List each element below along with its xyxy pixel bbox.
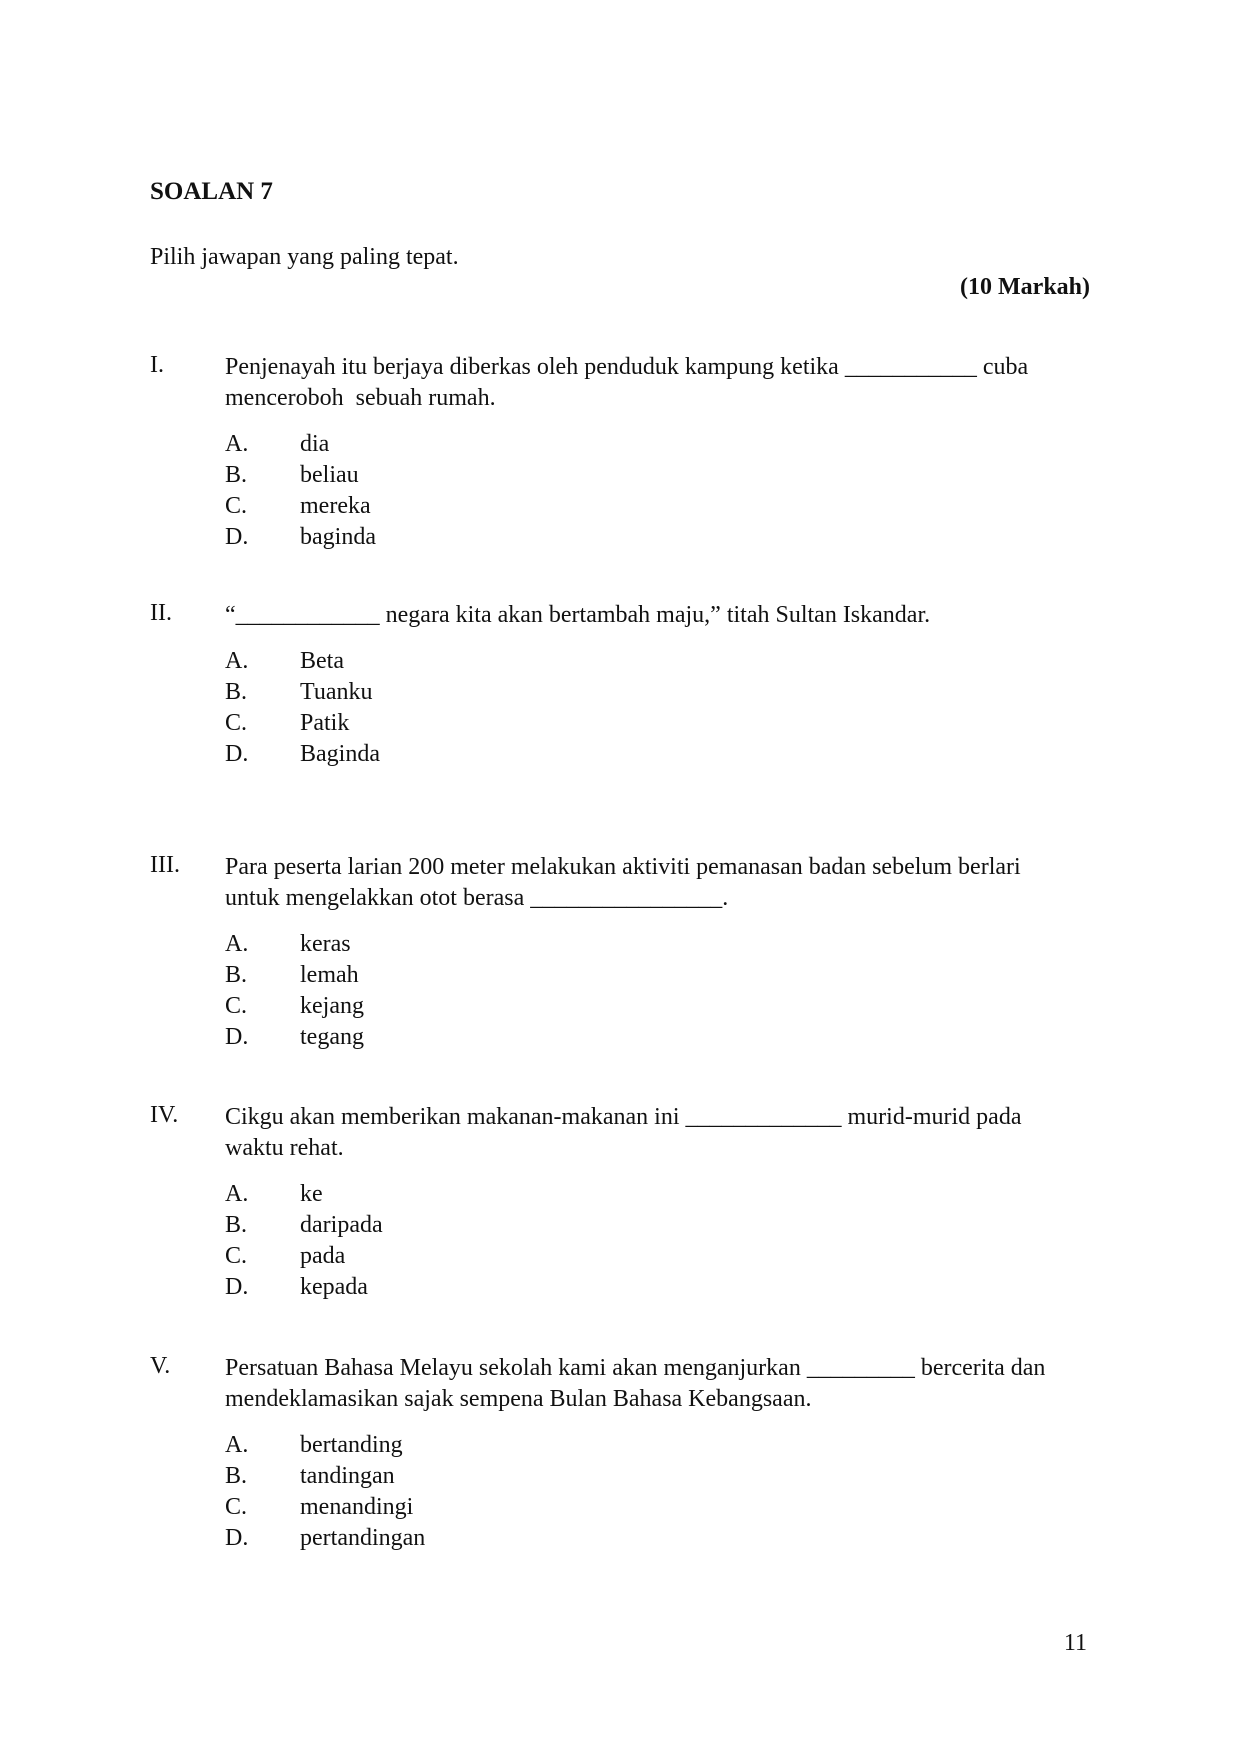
question-text: Cikgu akan memberikan makanan-makanan ini _____________ murid-murid pada waktu rehat. bbox=[225, 1104, 1022, 1161]
question-text: Para peserta larian 200 meter melakukan aktiviti pemanasan badan sebelum berlari untuk mengelakkan otot berasa ________________. bbox=[225, 854, 1021, 911]
option-list bbox=[225, 1430, 1090, 1554]
option-letter: D. bbox=[225, 1525, 249, 1551]
option-d bbox=[225, 1022, 1090, 1053]
option-text: pada bbox=[300, 1243, 346, 1269]
option-letter: D. bbox=[225, 524, 249, 550]
marks-label: (10 Markah) bbox=[960, 274, 1090, 300]
option-letter: D. bbox=[225, 1024, 249, 1050]
option-text: mereka bbox=[300, 493, 371, 519]
section-title: SOALAN 7 bbox=[150, 178, 273, 205]
option-a bbox=[225, 1179, 1090, 1210]
option-text: lemah bbox=[300, 962, 359, 988]
option-b bbox=[225, 460, 1090, 491]
question-number: V. bbox=[150, 1353, 171, 1379]
option-text: dia bbox=[300, 431, 330, 457]
question-5 bbox=[150, 1353, 1090, 1554]
option-letter: C. bbox=[225, 1494, 248, 1520]
option-list bbox=[225, 1179, 1090, 1303]
option-text: Tuanku bbox=[300, 679, 373, 705]
option-text: pertandingan bbox=[300, 1525, 426, 1551]
option-d bbox=[225, 1523, 1090, 1554]
option-letter: A. bbox=[225, 1432, 249, 1458]
option-letter: B. bbox=[225, 1463, 248, 1489]
option-letter: A. bbox=[225, 931, 249, 957]
option-letter: B. bbox=[225, 462, 248, 488]
option-letter: A. bbox=[225, 431, 249, 457]
option-a bbox=[225, 1430, 1090, 1461]
option-c bbox=[225, 491, 1090, 522]
option-a bbox=[225, 429, 1090, 460]
option-letter: A. bbox=[225, 1181, 249, 1207]
option-letter: A. bbox=[225, 648, 249, 674]
option-d bbox=[225, 522, 1090, 553]
option-letter: B. bbox=[225, 1212, 248, 1238]
option-b bbox=[225, 960, 1090, 991]
option-letter: C. bbox=[225, 493, 248, 519]
question-text: Penjenayah itu berjaya diberkas oleh penduduk kampung ketika ___________ cuba menceroboh sebuah rumah. bbox=[225, 354, 1029, 411]
option-text: kepada bbox=[300, 1274, 368, 1300]
option-text: Baginda bbox=[300, 741, 380, 767]
instruction-text: Pilih jawapan yang paling tepat. bbox=[150, 244, 459, 270]
option-b bbox=[225, 1210, 1090, 1241]
question-text: Persatuan Bahasa Melayu sekolah kami akan menganjurkan _________ bercerita dan mendeklamasikan sajak sempena Bulan Bahasa Kebangsaan. bbox=[225, 1355, 1046, 1412]
option-list bbox=[225, 646, 1090, 770]
option-letter: B. bbox=[225, 679, 248, 705]
option-a bbox=[225, 646, 1090, 677]
option-c bbox=[225, 991, 1090, 1022]
question-4 bbox=[150, 1102, 1090, 1303]
option-letter: C. bbox=[225, 710, 248, 736]
question-1 bbox=[150, 352, 1090, 553]
option-list bbox=[225, 429, 1090, 553]
question-3 bbox=[150, 852, 1090, 1053]
question-number: I. bbox=[150, 352, 164, 378]
option-text: Beta bbox=[300, 648, 344, 674]
option-text: tandingan bbox=[300, 1463, 395, 1489]
option-c bbox=[225, 708, 1090, 739]
option-text: keras bbox=[300, 931, 351, 957]
option-letter: D. bbox=[225, 1274, 249, 1300]
option-text: kejang bbox=[300, 993, 364, 1019]
question-2 bbox=[150, 600, 1090, 770]
option-text: bertanding bbox=[300, 1432, 403, 1458]
option-a bbox=[225, 929, 1090, 960]
question-number: III. bbox=[150, 852, 180, 878]
option-text: daripada bbox=[300, 1212, 383, 1238]
question-number: IV. bbox=[150, 1102, 179, 1128]
option-letter: C. bbox=[225, 1243, 248, 1269]
question-number: II. bbox=[150, 600, 172, 626]
option-b bbox=[225, 1461, 1090, 1492]
option-text: ke bbox=[300, 1181, 323, 1207]
option-text: menandingi bbox=[300, 1494, 414, 1520]
option-letter: C. bbox=[225, 993, 248, 1019]
option-c bbox=[225, 1241, 1090, 1272]
option-letter: D. bbox=[225, 741, 249, 767]
option-b bbox=[225, 677, 1090, 708]
option-list bbox=[225, 929, 1090, 1053]
option-text: tegang bbox=[300, 1024, 364, 1050]
option-d bbox=[225, 739, 1090, 770]
option-d bbox=[225, 1272, 1090, 1303]
option-text: baginda bbox=[300, 524, 376, 550]
option-text: beliau bbox=[300, 462, 359, 488]
option-c bbox=[225, 1492, 1090, 1523]
page-number: 11 bbox=[1063, 1630, 1087, 1656]
option-letter: B. bbox=[225, 962, 248, 988]
option-text: Patik bbox=[300, 710, 350, 736]
question-text: “____________ negara kita akan bertambah maju,” titah Sultan Iskandar. bbox=[225, 602, 931, 628]
